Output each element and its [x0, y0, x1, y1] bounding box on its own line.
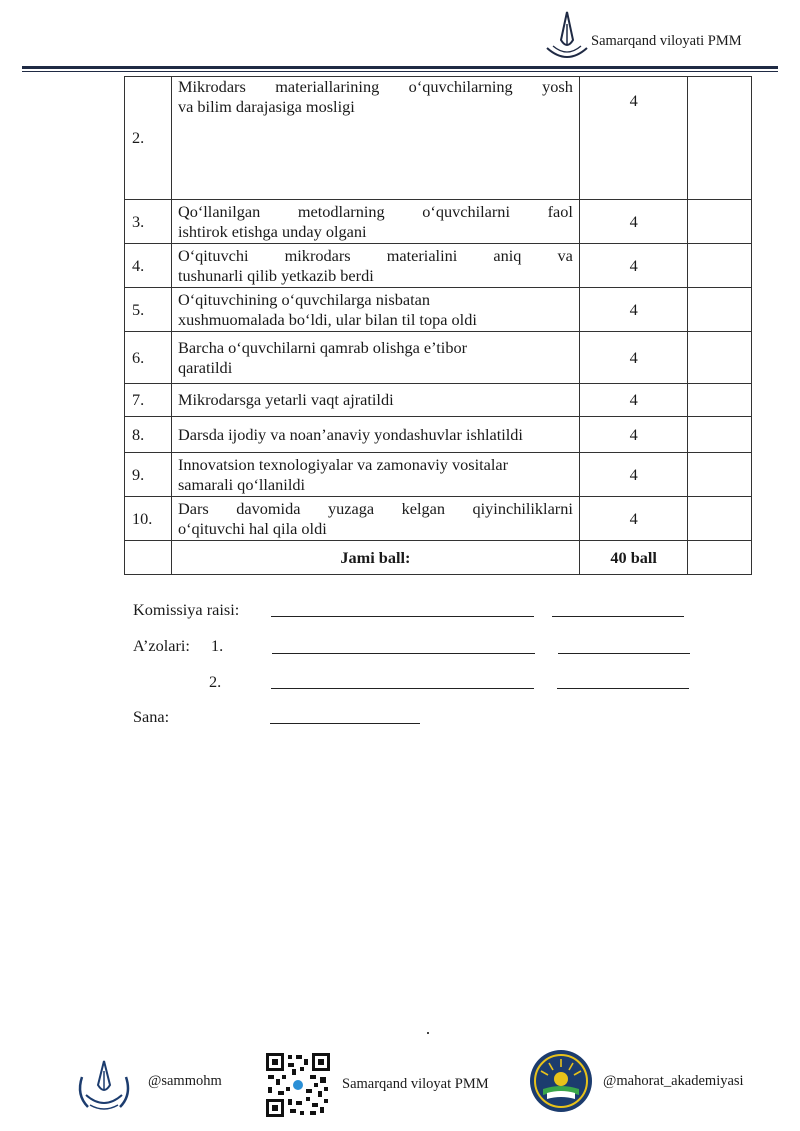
rubric-table — [124, 76, 752, 575]
row-score: 4 — [579, 384, 688, 417]
row-blank-cell — [688, 200, 752, 244]
row-score: 4 — [579, 244, 688, 288]
pmm-emblem-icon — [74, 1055, 134, 1115]
row-score: 4 — [579, 417, 688, 453]
row-score: 4 — [579, 77, 688, 200]
table-row — [125, 453, 752, 497]
row-blank-cell — [688, 77, 752, 200]
row-blank-cell — [688, 244, 752, 288]
member-2-name-line[interactable] — [271, 688, 534, 689]
member-1-number: 1. — [211, 636, 224, 655]
members-label: A’zolari: — [133, 636, 190, 655]
row-number: 8. — [125, 417, 172, 453]
row-score: 4 — [579, 332, 688, 384]
total-row — [125, 541, 752, 575]
row-criterion: Barcha o‘quvchilarni qamrab olishga e’tibor qaratildi — [171, 332, 579, 384]
table-row — [125, 417, 752, 453]
mahorat-academy-emblem-icon — [529, 1049, 593, 1113]
header-rule-thin — [22, 71, 778, 72]
row-criterion: Darsda ijodiy va noan’anaviy yondashuvlar ishlatildi — [171, 417, 579, 453]
qr-code-icon[interactable] — [266, 1053, 330, 1117]
row-number: 4. — [125, 244, 172, 288]
row-criterion: Mikrodarsga yetarli vaqt ajratildi — [171, 384, 579, 417]
row-score: 4 — [579, 200, 688, 244]
table-row — [125, 332, 752, 384]
row-number: 10. — [125, 497, 172, 541]
row-criterion: Dars davomida yuzaga kelgan qiyinchiliklarni o‘qituvchi hal qila oldi — [171, 497, 579, 541]
row-criterion: Qo‘llanilgan metodlarning o‘quvchilarni faol ishtirok etishga unday olgani — [171, 200, 579, 244]
row-number: 5. — [125, 288, 172, 332]
date-line[interactable] — [270, 723, 420, 724]
chair-signature-line[interactable] — [552, 616, 684, 617]
table-row — [125, 384, 752, 417]
row-blank-cell — [688, 417, 752, 453]
row-criterion: Mikrodars materiallarining o‘quvchilarning yosh va bilim darajasiga mosligi — [171, 77, 579, 200]
row-number: 9. — [125, 453, 172, 497]
row-score: 4 — [579, 288, 688, 332]
row-number: 3. — [125, 200, 172, 244]
chair-label: Komissiya raisi: — [133, 600, 240, 619]
footer-handle-mahorat[interactable]: @mahorat_akademiyasi — [603, 1073, 744, 1089]
row-number: 7. — [125, 384, 172, 417]
row-number: 2. — [125, 77, 172, 200]
total-blank-cell — [688, 541, 752, 575]
pen-nib-logo-icon — [543, 10, 591, 64]
header-org-name: Samarqand viloyati PMM — [591, 33, 742, 49]
row-blank-cell — [688, 332, 752, 384]
total-label: Jami ball: — [171, 541, 579, 575]
row-criterion: O‘qituvchi mikrodars materialini aniq va tushunarli qilib yetkazib berdi — [171, 244, 579, 288]
footer-handle-sammohm[interactable]: @sammohm — [148, 1073, 222, 1089]
header-rule — [22, 66, 778, 69]
table-row — [125, 497, 752, 541]
member-2-signature-line[interactable] — [557, 688, 689, 689]
row-score: 4 — [579, 453, 688, 497]
footer-org-name: Samarqand viloyat PMM — [342, 1076, 489, 1092]
row-blank-cell — [688, 288, 752, 332]
row-blank-cell — [688, 384, 752, 417]
date-label: Sana: — [133, 707, 170, 726]
member-2-number: 2. — [209, 672, 222, 691]
table-row — [125, 244, 752, 288]
row-criterion: O‘qituvchining o‘quvchilarga nisbatan xushmuomalada bo‘ldi, ular bilan til topa oldi — [171, 288, 579, 332]
table-row — [125, 77, 752, 200]
chair-name-line[interactable] — [271, 616, 534, 617]
member-1-signature-line[interactable] — [558, 653, 690, 654]
row-blank-cell — [688, 497, 752, 541]
row-criterion: Innovatsion texnologiyalar va zamonaviy vositalar samarali qo‘llanildi — [171, 453, 579, 497]
row-blank-cell — [688, 453, 752, 497]
row-score: 4 — [579, 497, 688, 541]
total-blank-cell — [125, 541, 172, 575]
member-1-name-line[interactable] — [272, 653, 535, 654]
table-row — [125, 200, 752, 244]
row-number: 6. — [125, 332, 172, 384]
table-row — [125, 288, 752, 332]
stray-dot — [427, 1032, 429, 1034]
total-value: 40 ball — [579, 541, 688, 575]
